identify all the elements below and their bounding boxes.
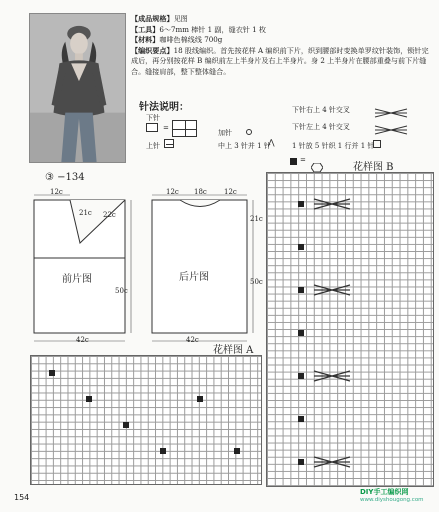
front-top-left-label: 12c	[50, 188, 63, 196]
watermark	[360, 487, 424, 503]
legend-knit: 下针	[146, 114, 160, 122]
legend-r4: 下针右上 4 针交叉	[292, 106, 350, 114]
front-code: ③ −134	[45, 172, 85, 183]
back-label: 后片图	[179, 272, 209, 283]
front-label: 前片图	[62, 274, 92, 285]
legend-m3: 中上 3 针并 1 针	[218, 142, 271, 150]
front-armhole-label: 22c	[103, 211, 116, 219]
bobble-icon	[373, 140, 381, 148]
watermark-url: www.diyshougong.com	[360, 497, 424, 503]
tools-label: 【工具】	[131, 24, 160, 34]
front-width-label: 42c	[76, 336, 89, 344]
chart-a	[30, 355, 262, 485]
page-number: 154	[14, 493, 30, 502]
points-label: 【编织要点】	[131, 45, 174, 55]
knit-grid-symbol	[172, 120, 197, 137]
tools-value: 6～7mm 棒针 1 副，缝衣针 1 枚	[159, 24, 266, 34]
legend-r1: 1 针放 5 针织 1 行并 1 针	[292, 142, 375, 150]
knit-symbol	[146, 123, 158, 132]
model-photo	[29, 13, 126, 163]
dark-square-icon	[290, 158, 297, 165]
material-label: 【材料】	[131, 35, 160, 45]
decrease-icon: ⋀	[268, 138, 275, 147]
back-diagram	[150, 183, 270, 353]
spec-label: 【成品规格】	[131, 14, 174, 23]
front-depth-label: 21c	[79, 209, 92, 217]
points-value: 18 股线编织。首先按花样 A 编织前下片，织到腰部时变换单罗纹针装饰，锁针完成后，再分别按花样 B 编织前左上半身片及右上半身片。身 2 上半身片在腰部重叠与前下片缝合。缝接肩部，整下整体缝合。	[131, 45, 429, 76]
material-value: 咖啡色棉线线 700g	[159, 35, 223, 45]
legend-l4: 下针左上 4 针交叉	[292, 123, 350, 131]
legend-title: 针法说明：	[139, 102, 189, 113]
front-side-label: 50c	[115, 287, 128, 295]
pattern-info	[131, 14, 433, 78]
back-side-label: 50c	[250, 278, 263, 286]
chart-b-title: 花样图 B	[353, 162, 394, 173]
spec-value: 见图	[173, 14, 188, 23]
chart-a-title: 花样图 A	[213, 345, 254, 356]
chart-b	[266, 172, 434, 487]
back-depth-label: 21c	[250, 215, 263, 223]
watermark-text: DIY手工编织网	[360, 488, 409, 496]
back-top-mid-label: 18c	[194, 188, 207, 196]
left-cross-icon	[373, 120, 409, 130]
equals-sign: =	[163, 124, 169, 132]
purl-symbol	[164, 139, 174, 148]
increase-icon	[246, 129, 252, 135]
right-cross-icon	[373, 103, 409, 113]
legend-inc: 加针	[218, 129, 232, 137]
back-width-label: 42c	[186, 336, 199, 344]
back-top-right-label: 12c	[224, 188, 237, 196]
hex-equals: =	[300, 156, 306, 164]
back-top-left-label: 12c	[166, 188, 179, 196]
legend-purl: 上针	[146, 142, 160, 150]
